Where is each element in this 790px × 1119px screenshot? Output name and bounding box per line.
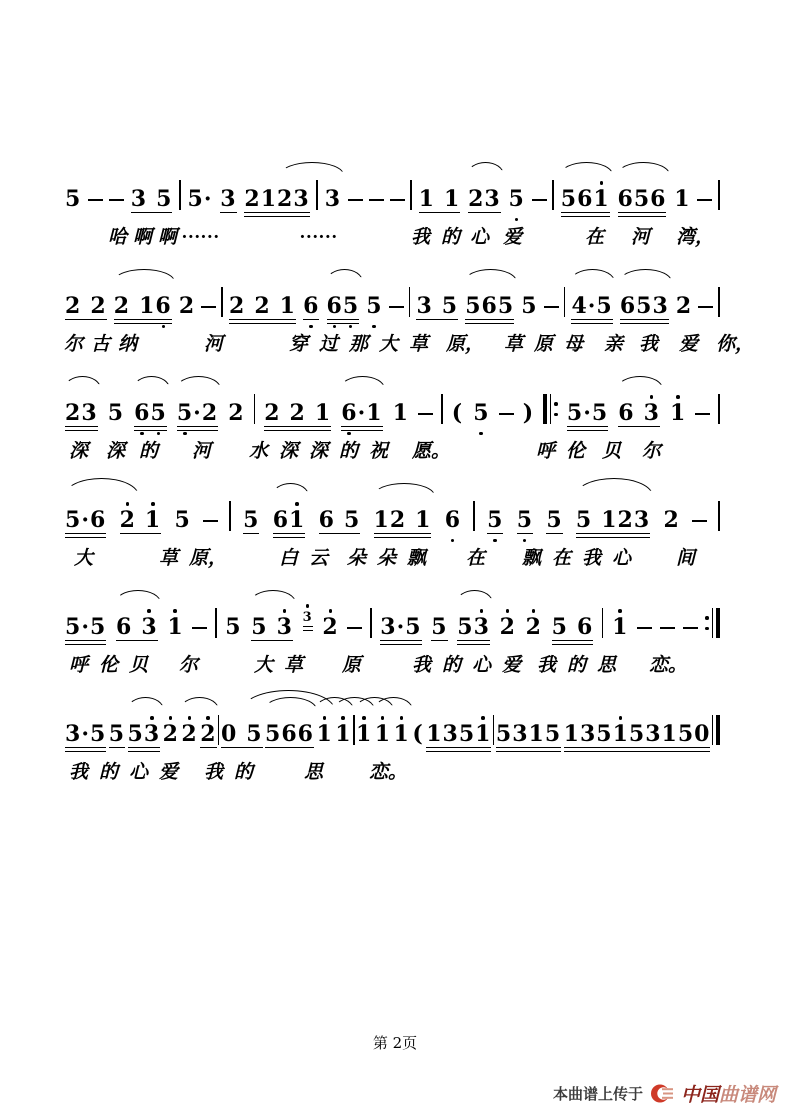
duration-dash <box>637 627 652 630</box>
duration-dash <box>347 627 362 630</box>
duration-dash <box>499 413 514 416</box>
lyric-syllable: 古 <box>91 334 111 355</box>
note-token: 5 <box>225 614 242 640</box>
barline <box>602 608 604 638</box>
slur-arc <box>64 478 139 496</box>
slur-arc <box>619 269 672 282</box>
note-token: 53 <box>127 721 161 747</box>
note-token: 23 <box>468 186 501 212</box>
lyric-syllable: 啊 <box>158 227 178 248</box>
lyric-syllable: 草 <box>284 655 304 676</box>
repeat-begin-sign <box>543 394 558 424</box>
slur-arc <box>64 376 101 389</box>
slur-arc <box>326 269 363 282</box>
lyric-syllable: 思 <box>597 655 617 676</box>
note-token: ( <box>451 400 464 426</box>
note-token: 561 <box>560 186 610 212</box>
slur-arc <box>617 376 663 389</box>
lyric-syllable: 母 <box>564 334 584 355</box>
note-token: 53 <box>457 614 490 640</box>
lyric-syllable: 我 <box>204 762 224 783</box>
lyric-syllable: 在 <box>585 227 605 248</box>
note-token: 2 <box>499 614 516 640</box>
duration-dash <box>348 199 363 202</box>
duration-dash <box>369 199 384 202</box>
note-token: 5 <box>473 400 490 426</box>
note-token: 65 <box>326 293 360 319</box>
duration-dash <box>544 306 559 309</box>
note-token: 1 <box>674 186 691 212</box>
note-token: 6 <box>444 507 462 533</box>
lyric-syllable: 贝 <box>602 441 622 462</box>
note-token: 1 <box>167 614 184 640</box>
lyrics-row <box>64 436 720 462</box>
lyric-syllable: 草 <box>504 334 524 355</box>
note-token: ) <box>522 400 535 426</box>
lyric-syllable: 草 <box>409 334 429 355</box>
lyric-syllable: 呼 <box>69 655 89 676</box>
note-token: 5 <box>107 400 125 426</box>
note-token: 1 <box>393 721 410 747</box>
slur-arc <box>467 162 504 175</box>
lyric-syllable: 的 <box>139 441 159 462</box>
note-token: 1 <box>316 721 333 747</box>
note-token: 0 5 <box>220 721 263 747</box>
lyrics-row <box>64 543 720 569</box>
lyric-syllable: 爱 <box>679 334 699 355</box>
site-name-cn: 中国 <box>680 1085 719 1106</box>
note-token: 135153150 <box>563 721 711 747</box>
lyric-syllable: 尔 <box>642 441 662 462</box>
system <box>64 265 755 372</box>
note-token: 565 <box>465 293 515 319</box>
system <box>64 479 720 586</box>
slur-arc <box>374 697 413 710</box>
slur-arc <box>176 376 221 389</box>
barline <box>254 394 256 424</box>
barline <box>409 287 411 317</box>
note-token: 5·6 <box>65 507 107 533</box>
repeat-end-sign <box>705 608 720 638</box>
note-token: 1 <box>669 400 687 426</box>
final-barline <box>712 715 720 745</box>
note-token: 3·5 <box>380 614 422 640</box>
note-token: 2 2 1 <box>264 400 332 426</box>
note-token: 1 1 <box>418 186 461 212</box>
duration-dash <box>692 520 707 523</box>
duration-dash <box>698 306 713 309</box>
lyric-syllable: 心 <box>472 655 492 676</box>
lyric-syllable: 草 <box>159 548 179 569</box>
lyric-syllable: …… <box>182 222 220 243</box>
barline <box>441 394 443 424</box>
note-token: 5 <box>508 186 525 212</box>
barline <box>221 287 223 317</box>
lyric-syllable: 哈 <box>108 227 128 248</box>
lyric-syllable: 伦 <box>99 655 119 676</box>
slur-arc <box>242 690 335 710</box>
duration-dash <box>683 627 698 630</box>
note-token: 2 16 <box>113 293 172 319</box>
barline <box>718 394 720 424</box>
note-token: 5 <box>174 507 191 533</box>
slur-arc <box>355 697 394 710</box>
note-token: 2 <box>200 721 217 747</box>
note-token: 5 <box>243 507 260 533</box>
note-token: 61 <box>272 507 306 533</box>
notes-row <box>64 479 720 531</box>
page-number: 第 2页 <box>372 1034 418 1052</box>
slur-arc <box>570 269 615 282</box>
lyric-syllable: 心 <box>612 548 632 569</box>
lyric-syllable: 河 <box>631 227 651 248</box>
duration-dash <box>390 199 405 202</box>
lyric-syllable: 的 <box>234 762 254 783</box>
note-token: 2 <box>663 507 680 533</box>
lyric-syllable: 你， <box>716 334 755 355</box>
note-token: 2 1 <box>119 507 162 533</box>
note-token: 3 5 <box>416 293 459 319</box>
barline <box>718 287 720 317</box>
barline <box>718 501 720 531</box>
lyric-syllable: 心 <box>470 227 490 248</box>
note-token: 5 <box>546 507 563 533</box>
lyric-syllable: 河 <box>192 441 212 462</box>
slur-arc <box>560 162 613 175</box>
lyric-syllable: 水 <box>249 441 269 462</box>
notes-row <box>64 693 720 745</box>
lyric-syllable: 的 <box>442 655 462 676</box>
lyric-syllable: 飘 <box>407 548 427 569</box>
note-token: 2 <box>162 721 179 747</box>
grace-note: 3 <box>302 610 313 625</box>
note-token: 5 <box>65 186 82 212</box>
note-token: 656 <box>617 186 667 212</box>
lyrics-row <box>64 650 720 676</box>
lyric-syllable: 朵 <box>347 548 367 569</box>
lyric-syllable: 深 <box>309 441 329 462</box>
note-token: 2 <box>228 400 245 426</box>
lyric-syllable: 的 <box>99 762 119 783</box>
note-token: 3 <box>220 186 237 212</box>
lyric-syllable: 原， <box>446 334 485 355</box>
lyric-syllable: 我 <box>411 227 431 248</box>
slur-arc <box>113 269 175 282</box>
lyric-syllable: 原 <box>342 655 362 676</box>
duration-dash <box>532 199 547 202</box>
slur-arc <box>315 697 354 710</box>
note-token: 566 <box>265 721 314 747</box>
lyric-syllable: 心 <box>129 762 149 783</box>
note-token: 2 <box>322 614 339 640</box>
duration-dash <box>201 306 216 309</box>
barline <box>564 287 566 317</box>
note-token: 5· <box>187 186 213 212</box>
lyric-syllable: 大 <box>74 548 94 569</box>
lyric-syllable: 在 <box>466 548 486 569</box>
lyric-syllable: 湾， <box>676 227 715 248</box>
lyric-syllable: 白 <box>279 548 299 569</box>
slur-arc <box>115 590 161 603</box>
lyric-syllable: 深 <box>106 441 126 462</box>
lyric-syllable: 大 <box>379 334 399 355</box>
note-token: 6 <box>303 293 320 319</box>
note-token: 5 <box>431 614 448 640</box>
system <box>64 693 720 800</box>
note-token: 12 1 <box>373 507 432 533</box>
barline <box>552 180 554 210</box>
lyric-syllable: 过 <box>319 334 339 355</box>
lyric-syllable: 朵 <box>377 548 397 569</box>
watermark-prefix: 本曲谱上传于 <box>552 1085 643 1103</box>
duration-dash <box>389 306 404 309</box>
note-token: 3 5 <box>130 186 173 212</box>
lyric-syllable: 尔 <box>179 655 199 676</box>
slur-arc <box>264 697 317 710</box>
lyric-syllable: 深 <box>279 441 299 462</box>
lyric-syllable: …… <box>300 222 338 243</box>
note-token: 6 5 <box>318 507 361 533</box>
lyric-syllable: 的 <box>441 227 461 248</box>
note-token: 2 2 1 <box>229 293 296 319</box>
system <box>64 158 720 265</box>
note-token: 4·5 <box>571 293 613 319</box>
barline <box>410 180 412 210</box>
note-token: 6 3 <box>618 400 660 426</box>
notes-row <box>64 265 720 317</box>
lyric-syllable: 愿。 <box>412 441 451 462</box>
note-token: 5 3 <box>251 614 293 640</box>
note-token: 2123 <box>244 186 310 212</box>
lyric-syllable: 的 <box>339 441 359 462</box>
lyric-syllable: 我 <box>537 655 557 676</box>
slur-arc <box>180 697 219 710</box>
note-token: 1 <box>612 614 629 640</box>
duration-dash <box>697 199 712 202</box>
lyric-syllable: 云 <box>309 548 329 569</box>
slur-arc <box>127 697 164 710</box>
lyric-syllable: 恋。 <box>649 655 688 676</box>
note-token: 5 6 <box>551 614 594 640</box>
system <box>64 586 720 693</box>
slur-arc <box>250 590 296 603</box>
lyric-syllable: 原， <box>189 548 228 569</box>
lyric-syllable: 恋。 <box>369 762 408 783</box>
note-token: 6·1 <box>341 400 383 426</box>
slur-arc <box>373 483 435 496</box>
note-token: ( <box>412 721 424 747</box>
lyric-syllable: 我 <box>69 762 89 783</box>
duration-dash <box>695 413 710 416</box>
note-token: 3·5 <box>65 721 107 747</box>
score-sheet <box>64 158 755 800</box>
duration-dash <box>418 413 433 416</box>
duration-dash <box>660 627 675 630</box>
barline <box>370 608 372 638</box>
duration-dash <box>203 520 218 523</box>
lyric-syllable: 呼 <box>536 441 556 462</box>
note-token: 5 <box>108 721 126 747</box>
note-token: 5·5 <box>566 400 609 426</box>
note-token: 5 <box>521 293 538 319</box>
barline <box>316 180 318 210</box>
note-token: 2 <box>181 721 198 747</box>
lyric-syllable: 我 <box>639 334 659 355</box>
note-token: 3 <box>324 186 342 212</box>
lyric-syllable: 原 <box>534 334 554 355</box>
note-token: 23 <box>65 400 98 426</box>
notes-row <box>64 586 720 638</box>
lyric-syllable: 飘 <box>522 548 542 569</box>
barline <box>473 501 475 531</box>
note-token: 5·2 <box>176 400 219 426</box>
duration-dash <box>88 199 103 202</box>
system <box>64 372 720 479</box>
barline <box>179 180 181 210</box>
note-token: 6 3 <box>116 614 158 640</box>
site-logo-icon <box>650 1083 674 1104</box>
lyric-syllable: 思 <box>304 762 324 783</box>
note-token: 1 <box>374 721 392 747</box>
note-token: 2 <box>675 293 693 319</box>
lyric-syllable: 亲 <box>604 334 624 355</box>
note-token: 653 <box>619 293 669 319</box>
lyric-syllable: 啊 <box>133 227 153 248</box>
lyric-syllable: 的 <box>567 655 587 676</box>
watermark[interactable] <box>553 1080 776 1107</box>
lyric-syllable: 爱 <box>502 655 522 676</box>
slur-arc <box>133 376 170 389</box>
lyric-syllable: 河 <box>204 334 224 355</box>
note-token: 5 <box>516 507 534 533</box>
note-token: 2 <box>178 293 196 319</box>
slur-arc <box>456 590 493 603</box>
lyric-syllable: 伦 <box>566 441 586 462</box>
note-token: 5·5 <box>65 614 107 640</box>
note-token: 65 <box>134 400 167 426</box>
notes-row <box>64 372 720 424</box>
slur-arc <box>575 478 653 496</box>
barline <box>229 501 231 531</box>
lyrics-row <box>64 757 720 783</box>
site-name <box>681 1080 776 1107</box>
note-token: 2 2 <box>65 293 107 319</box>
site-name-rest: 曲谱网 <box>718 1085 776 1106</box>
note-token: 5315 <box>495 721 562 747</box>
lyric-syllable: 那 <box>349 334 369 355</box>
duration-dash <box>109 199 124 202</box>
lyric-syllable: 我 <box>582 548 602 569</box>
slur-arc <box>334 697 375 710</box>
lyric-syllable: 我 <box>412 655 432 676</box>
lyric-syllable: 间 <box>676 548 696 569</box>
slur-arc <box>340 376 385 389</box>
note-token: 1351 <box>426 721 492 747</box>
note-token: 5 123 <box>575 507 651 533</box>
lyric-syllable: 深 <box>69 441 89 462</box>
note-token: 5 <box>487 507 504 533</box>
lyric-syllable: 纳 <box>118 334 138 355</box>
note-token: 1 <box>335 721 352 747</box>
lyrics-row <box>64 222 720 248</box>
lyrics-row <box>64 329 755 355</box>
lyric-syllable: 爱 <box>159 762 179 783</box>
note-token: 1 <box>355 721 373 747</box>
notes-row <box>64 158 720 210</box>
note-token: 1 <box>392 400 409 426</box>
lyric-syllable: 穿 <box>289 334 309 355</box>
slur-arc <box>280 162 344 175</box>
slur-arc <box>272 483 309 496</box>
note-token: 2 <box>525 614 542 640</box>
barline <box>215 608 217 638</box>
note-token: 5 <box>366 293 383 319</box>
lyric-syllable: 爱 <box>503 227 523 248</box>
lyric-syllable: 祝 <box>369 441 389 462</box>
slur-arc <box>617 162 670 175</box>
lyric-syllable: 大 <box>254 655 274 676</box>
lyric-syllable: 尔 <box>64 334 84 355</box>
lyric-syllable: 在 <box>552 548 572 569</box>
lyric-syllable: 贝 <box>129 655 149 676</box>
slur-arc <box>464 269 517 282</box>
barline <box>718 180 720 210</box>
duration-dash <box>192 627 207 630</box>
